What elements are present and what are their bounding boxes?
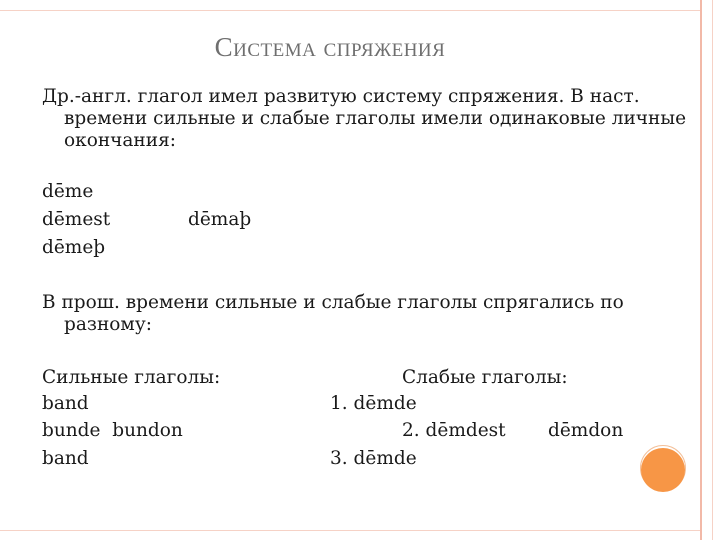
weak-verb-plural: dēmdon	[548, 420, 624, 441]
present-form-plural: dēmaþ	[188, 209, 252, 230]
decorative-orange-circle	[641, 448, 685, 492]
strong-verb-row-1: band	[42, 393, 89, 414]
slide-title: Система спряжения	[214, 32, 446, 62]
strong-verb-row-3: band	[42, 448, 89, 469]
past-paragraph: В прош. времени сильные и слабые глаголы спрягались по разному:	[42, 292, 624, 335]
present-form-1: dēme	[42, 181, 94, 202]
strong-verb-row-2: bunde bundon	[42, 420, 183, 441]
intro-paragraph: Др.-англ. глагол имел развитую систему спряжения. В наст. времени сильные и слабые глаголы имели одинаковые личные окончания:	[42, 86, 687, 151]
weak-verb-row-1: 1. dēmde	[330, 393, 417, 414]
frame-right-line	[700, 0, 702, 540]
weak-verb-row-3: 3. dēmde	[330, 448, 417, 469]
weak-verbs-heading: Слабые глаголы:	[402, 367, 568, 388]
present-form-2: dēmest	[42, 209, 111, 230]
present-form-3: dēmeþ	[42, 237, 106, 258]
weak-verb-row-2: 2. dēmdest	[402, 420, 506, 441]
frame-right-inner-line	[712, 0, 713, 540]
strong-verbs-heading: Сильные глаголы:	[42, 367, 221, 388]
frame-bottom-line	[0, 530, 700, 531]
frame-top-line	[0, 10, 700, 11]
